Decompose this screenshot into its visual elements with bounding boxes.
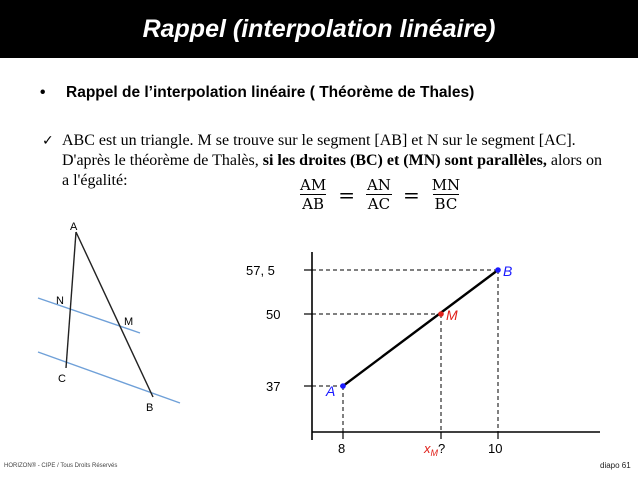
label-m: M <box>124 316 134 328</box>
point-label-m: M <box>446 307 458 323</box>
equals-sign: = <box>338 182 355 207</box>
point-label-b: B <box>503 263 513 279</box>
fraction-denominator: AC <box>367 195 391 213</box>
dashed-guides <box>312 270 498 432</box>
label-a: A <box>70 221 78 233</box>
thales-formula <box>294 176 466 213</box>
point-label-a: A <box>326 383 336 399</box>
point-a <box>340 383 346 389</box>
x-label-8: 8 <box>338 441 346 456</box>
theorem-text-part1: ABC est un triangle. M se trouve sur le segment [AB] et N sur le segment [AC]. D'après le théorème de Thalès, <box>62 132 576 169</box>
slide-title: Rappel (interpolation linéaire) <box>142 14 496 43</box>
segment-a-b <box>343 270 498 386</box>
label-b: B <box>146 402 154 414</box>
y-label-57-5: 57, 5 <box>246 263 275 278</box>
fraction-denominator: AB <box>302 195 325 213</box>
point-m <box>438 311 444 317</box>
x-label-question: ? <box>438 441 446 456</box>
checkmark-icon: ✓ <box>42 133 54 149</box>
fraction-numerator: MN <box>431 176 461 194</box>
equals-sign: = <box>402 182 420 207</box>
fraction-numerator: AM <box>300 176 327 194</box>
x-label-xm-main: x <box>424 441 431 456</box>
bullet-heading <box>40 84 474 102</box>
theorem-text-bold: si les droites (BC) et (MN) sont parallèles, <box>262 152 547 169</box>
interpolation-graph <box>210 240 638 460</box>
x-label-10: 10 <box>488 441 503 456</box>
segment-ac <box>66 232 76 368</box>
title-bar <box>0 0 638 58</box>
fraction-denominator: BC <box>434 195 458 213</box>
theorem-text-part2: alors on a l'égalité: <box>62 152 602 189</box>
fraction-numerator: AN <box>366 176 391 194</box>
bullet-text: Rappel de l’interpolation linéaire ( Théorème de Thales) <box>66 84 475 101</box>
bullet-marker: • <box>40 84 46 101</box>
point-b <box>495 267 501 273</box>
x-label-xm <box>423 441 445 458</box>
fraction-mn-bc <box>430 176 462 213</box>
fraction-am-ab <box>298 176 328 213</box>
triangle-diagram <box>0 210 200 420</box>
y-label-37: 37 <box>266 379 281 394</box>
footer-copyright: HORIZON® - CIPE / Tous Droits Réservés <box>4 463 118 469</box>
fraction-an-ac <box>365 176 393 213</box>
slide-number: diapo 61 <box>600 461 631 470</box>
label-c: C <box>58 373 66 385</box>
label-n: N <box>56 295 64 307</box>
y-label-50: 50 <box>266 307 281 322</box>
x-label-xm-sub: M <box>430 448 438 458</box>
